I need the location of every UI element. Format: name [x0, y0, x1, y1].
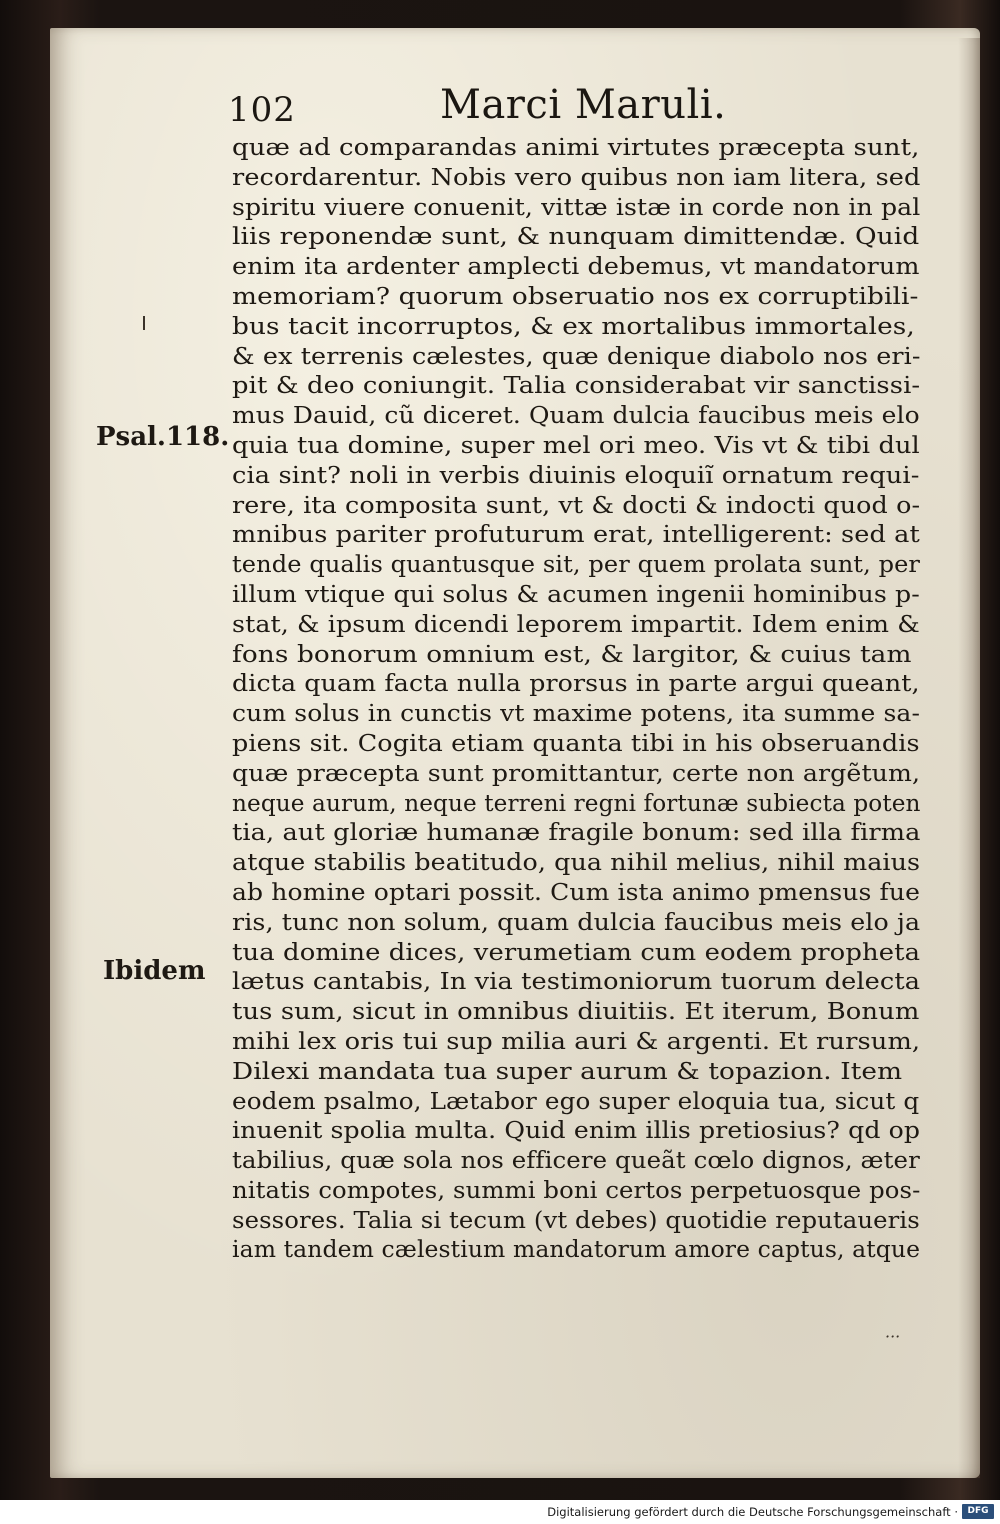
text-line: spiritu viuere conuenit, vittæ istæ in corde non in pal	[232, 192, 921, 221]
text-line: mus Dauid, cũ diceret. Quam dulcia faucibus meis elo	[232, 401, 920, 430]
text-line: memoriam? quorum obseruatio nos ex corruptibili-	[232, 281, 919, 310]
funding-credit: Digitalisierung gefördert durch die Deutsche Forschungsgemeinschaft ·	[547, 1505, 958, 1519]
body-text	[232, 133, 922, 1265]
text-line: liis reponendæ sunt, & nunquam dimittendæ. Quid	[232, 222, 920, 251]
margin-note-ibidem: Ibidem	[103, 956, 206, 986]
text-line: stat, & ipsum dicendi leporem impartit. Idem enim &	[232, 609, 920, 638]
margin-tick-mark	[143, 316, 145, 330]
text-line: illum vtique qui solus & acumen ingenii hominibus p-	[232, 579, 920, 608]
dfg-logo: DFG	[962, 1504, 994, 1519]
text-line: ris, tunc non solum, quam dulcia faucibus meis elo ja	[232, 907, 921, 936]
text-line: eodem psalmo, Lætabor ego super eloquia tua, sicut q	[232, 1086, 920, 1115]
text-line: inuenit spolia multa. Quid enim illis pretiosius? qd op	[232, 1116, 921, 1145]
text-line: quæ ad comparandas animi virtutes præcepta sunt,	[232, 133, 920, 161]
text-line: tabilius, quæ sola nos efficere queãt cœlo dignos, æter	[232, 1146, 920, 1175]
text-line: bus tacit incorruptos, & ex mortalibus immortales,	[232, 311, 915, 340]
text-line: ab homine optari possit. Cum ista animo pmensus fue	[232, 877, 921, 906]
footer-bar	[0, 1500, 1000, 1524]
text-line: rere, ita composita sunt, vt & docti & indocti quod o-	[232, 490, 921, 519]
text-line: lætus cantabis, In via testimoniorum tuorum delecta	[232, 967, 921, 996]
text-line: enim ita ardenter amplecti debemus, vt mandatorum	[232, 252, 920, 281]
text-line: cia sint? noli in verbis diuinis eloquiĩ ornatum requi-	[232, 460, 920, 489]
text-line: pit & deo coniungit. Talia considerabat vir sanctissi-	[232, 371, 921, 400]
text-line: cum solus in cunctis vt maxime potens, ita summe sa-	[232, 699, 921, 728]
margin-note-psalm: Psal.118.	[96, 422, 230, 452]
text-line: recordarentur. Nobis vero quibus non iam litera, sed	[232, 162, 921, 191]
text-line: piens sit. Cogita etiam quanta tibi in his obseruandis	[232, 728, 920, 757]
text-line: neque aurum, neque terreni regni fortunæ subiecta poten	[232, 788, 921, 817]
text-line: Dilexi mandata tua super aurum & topazion. Item	[232, 1056, 903, 1085]
text-line: dicta quam facta nulla prorsus in parte argui queant,	[232, 669, 920, 698]
catchword: ···	[885, 1327, 901, 1346]
text-line: mihi lex oris tui sup milia auri & argenti. Et rursum,	[232, 1026, 921, 1055]
text-line: quæ præcepta sunt promittantur, certe non argẽtum,	[232, 758, 921, 787]
text-line: iam tandem cælestium mandatorum amore captus, atque	[232, 1235, 921, 1264]
text-line: mnibus pariter profuturum erat, intelligerent: sed at	[232, 520, 920, 549]
text-line: nitatis compotes, summi boni certos perpetuosque pos-	[232, 1175, 921, 1204]
text-line: tus sum, sicut in omnibus diuitiis. Et iterum, Bonum	[232, 997, 920, 1026]
text-line: & ex terrenis cælestes, quæ denique diabolo nos eri-	[232, 341, 921, 370]
text-line: tende qualis quantusque sit, per quem prolata sunt, per	[232, 550, 921, 579]
page-number: 102	[228, 90, 296, 130]
text-line: quia tua domine, super mel ori meo. Vis vt & tibi dul	[232, 430, 920, 459]
page-header	[228, 82, 788, 130]
text-line: tua domine dices, verumetiam cum eodem propheta	[232, 937, 921, 966]
text-line: sessores. Talia si tecum (vt debes) quotidie reputaueris	[232, 1205, 920, 1234]
running-head: Marci Maruli.	[440, 82, 727, 128]
text-line: atque stabilis beatitudo, qua nihil melius, nihil maius	[232, 848, 921, 877]
text-line: fons bonorum omnium est, & largitor, & cuius tam	[232, 639, 912, 668]
text-line: tia, aut gloriæ humanæ fragile bonum: sed illa firma	[232, 818, 921, 847]
